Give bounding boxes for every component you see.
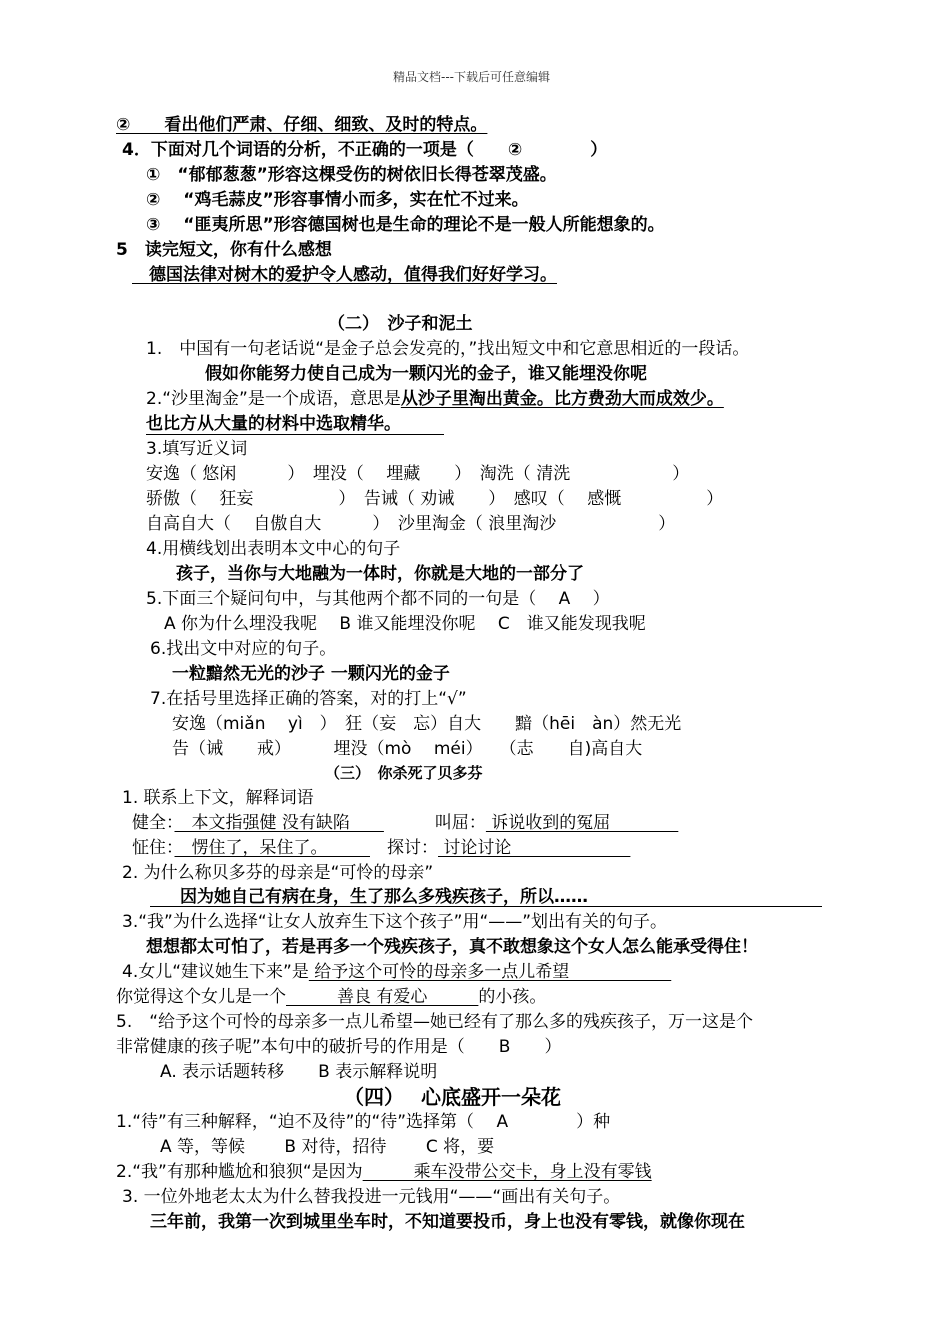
s2-answer-2-cont: 也比方从大量的材料中选取精华。 — [146, 414, 401, 434]
sand-sentence: 一粒黯然无光的沙子 — [172, 664, 325, 684]
synonym-row-3: 自高自大（ 自傲自大 ） 沙里淘金（ 浪里淘沙 ） — [146, 514, 676, 534]
section-title-2: （二） 沙子和泥土 — [328, 314, 473, 334]
word-answer-jiaoqu: 诉说收到的冤屈 — [485, 813, 679, 833]
word-row-2: 怔住： 愣住了，呆住了。 探讨： 讨论讨论 — [132, 838, 631, 858]
synonym-row-1: 安逸（ 悠闲 ） 埋没（ 埋藏 ） 淘洗（ 清洗 ） — [146, 464, 690, 484]
s2-answer-7-row-1: 安逸（miǎn yì ） 狂（妄 忘）自大 黯（hēi àn）然无光 — [172, 714, 682, 734]
s3-question-5-line-1: 5. “给予这个可怜的母亲多一点儿希望—她已经有了那么多的残疾孩子，万一这是个 — [116, 1012, 754, 1032]
s2-answer-4: 孩子，当你与大地融为一体时，你就是大地的一部分了 — [176, 564, 584, 584]
answer-5: 德国法律对树木的爱护令人感动，值得我们好好学习。 — [132, 265, 557, 285]
s3-question-2: 2. 为什么称贝多芬的母亲是“可怜的母亲” — [122, 863, 434, 883]
s2-question-2: 2.“沙里淘金”是一个成语，意思是从沙子里淘出黄金。比方费劲大而成效少。 — [146, 389, 724, 409]
s4-answer-2: 乘车没带公交卡，身上没有零钱 — [362, 1162, 652, 1182]
question-4: 4．下面对几个词语的分析，不正确的一项是（ ② ） — [122, 140, 608, 160]
s2-answer-2: 从沙子里淘出黄金。比方费劲大而成效少。 — [400, 389, 724, 409]
section-title-3: （三） 你杀死了贝多芬 — [325, 764, 483, 782]
word-row-1: 健全： 本文指强健 没有缺陷 叫屈： 诉说收到的冤屈 — [132, 813, 679, 833]
s2-answer-7-row-2: 告（诫 戒） 埋没（mò méi） （志 自)高自大 — [172, 739, 643, 759]
option-2: ② “鸡毛蒜皮”形容事情小而多，实在忙不过来。 — [146, 190, 529, 210]
s3-question-4b: 你觉得这个女儿是一个 善良 有爱心 的小孩。 — [116, 987, 547, 1007]
s3-question-5-line-2: 非常健康的孩子呢”本句中的破折号的作用是（ B ） — [116, 1037, 562, 1057]
underline-rule — [150, 906, 822, 907]
s3-question-1: 1. 联系上下文，解释词语 — [122, 788, 314, 808]
underline-rule — [146, 434, 444, 435]
word-answer-tantao: 讨论讨论 — [438, 838, 631, 858]
s2-question-7: 7.在括号里选择正确的答案，对的打上“√” — [150, 689, 467, 709]
s2-answer-6 — [172, 663, 450, 685]
s4-question-1: 1.“待”有三种解释，“迫不及待”的“待”选择第（ A ）种 — [116, 1112, 611, 1132]
question-5: 5 读完短文，你有什么感想 — [116, 240, 332, 260]
s2-question-4: 4.用横线划出表明本文中心的句子 — [146, 539, 401, 559]
s3-question-5-options: A. 表示话题转移 B 表示解释说明 — [160, 1062, 438, 1082]
s3-question-4: 4.女儿“建议她生下来”是 给予这个可怜的母亲多一点儿希望 — [122, 962, 672, 982]
s3-answer-4: 给予这个可怜的母亲多一点儿希望 — [308, 962, 672, 982]
gold-sentence: 一颗闪光的金子 — [330, 664, 450, 684]
s3-question-3: 3.“我”为什么选择“让女人放弃生下这个孩子”用“——”划出有关的句子。 — [122, 912, 668, 932]
s2-question-1: 1. 中国有一句老话说“是金子总会发亮的，”找出短文中和它意思相近的一段话。 — [146, 339, 750, 359]
s2-question-3: 3.填写近义词 — [146, 439, 248, 459]
s3-answer-2: 因为她自己有病在身，生了那么多残疾孩子，所以…… — [180, 887, 588, 907]
option-1: ① “郁郁葱葱”形容这棵受伤的树依旧长得苍翠茂盛。 — [146, 165, 557, 185]
word-answer-jianquan: 本文指强健 没有缺陷 — [174, 813, 384, 833]
s2-question-5: 5.下面三个疑问句中，与其他两个都不同的一句是（ A ） — [146, 589, 610, 609]
word-answer-zhengzhu: 愣住了，呆住了。 — [174, 838, 370, 858]
s2-question-6: 6.找出文中对应的句子。 — [150, 639, 337, 659]
s4-answer-3: 三年前，我第一次到城里坐车时，不知道要投币，身上也没有零钱，就像你现在 — [150, 1212, 745, 1232]
page-header: 精品文档---下载后可任意编辑 — [393, 70, 550, 84]
s2-answer-1: 假如你能努力使自己成为一颗闪光的金子，谁又能埋没你呢 — [205, 364, 647, 384]
synonym-row-2: 骄傲（ 狂妄 ） 告诫（ 劝诫 ） 感叹（ 感慨 ） — [146, 489, 724, 509]
option-3: ③ “匪夷所思”形容德国树也是生命的理论不是一般人所能想象的。 — [146, 215, 665, 235]
s4-question-3: 3. 一位外地老太太为什么替我投进一元钱用“——“画出有关句子。 — [122, 1187, 621, 1207]
answer-line: ② 看出他们严肃、仔细、细致、及时的特点。 — [116, 115, 488, 135]
s3-answer-3: 想想都太可怕了，若是再多一个残疾孩子，真不敢想象这个女人怎么能承受得住！ — [146, 937, 758, 957]
s4-question-2: 2.“我”有那种尴尬和狼狈“是因为 乘车没带公交卡，身上没有零钱 — [116, 1162, 652, 1182]
s2-answer-5: A 你为什么埋没我呢 B 谁又能埋没你呢 C 谁又能发现我呢 — [164, 614, 646, 634]
s3-answer-4b: 善良 有爱心 — [286, 987, 479, 1007]
s4-question-1-options: A 等，等候 B 对待，招待 C 将，要 — [160, 1137, 495, 1157]
section-title-4: （四） 心底盛开一朵花 — [344, 1085, 561, 1109]
